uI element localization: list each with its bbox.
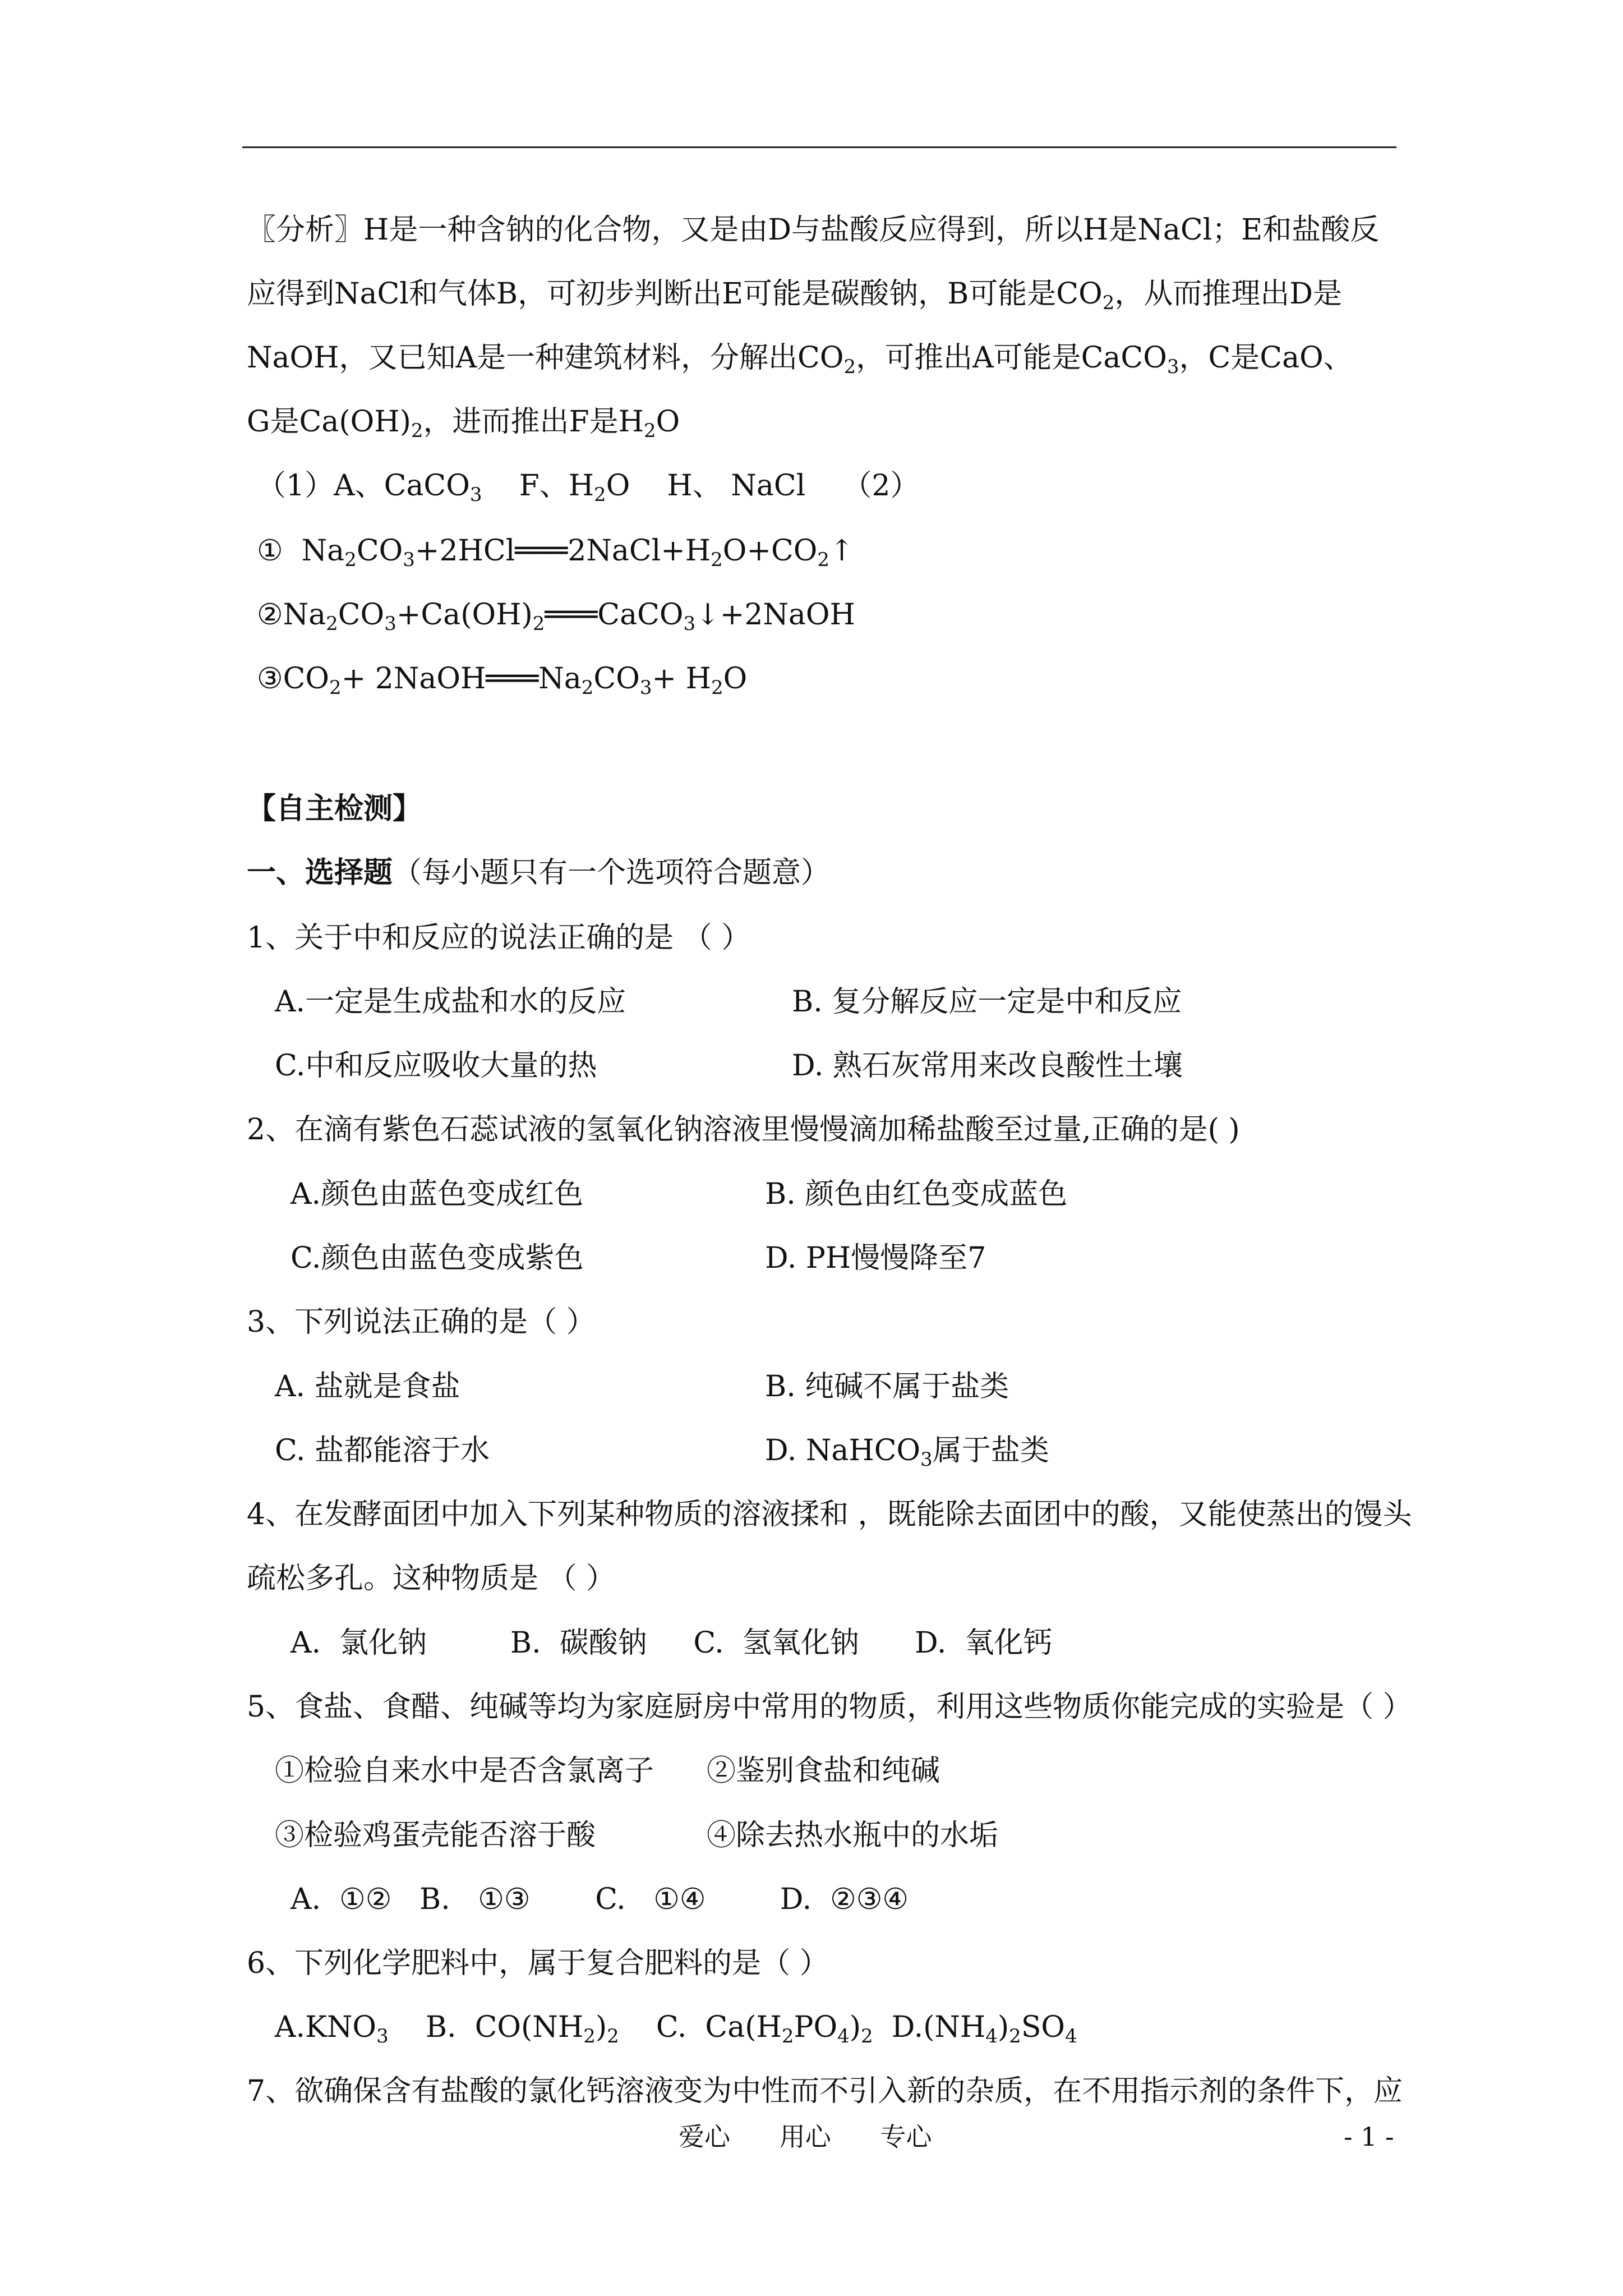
q5-options: A. ①② B. ①③ C. ①④ D. ②③④ — [291, 1883, 909, 1916]
analysis-line-3: NaOH，又已知A是一种建筑材料，分解出$CO_2$，可推出A可能是CaCO$_3$，C是CaO、 — [247, 341, 1353, 378]
analysis-line-2: 应得到NaCl和气体B，可初步判断出E可能是碳酸钠，B可能是$CO_2$，从而推理出D是 — [247, 277, 1343, 314]
q1-option-b: B. 复分解反应一定是中和反应 — [792, 985, 1182, 1019]
equation-2: $②Na_2CO_3+Ca(OH)_2═══CaCO_3↓+2NaOH$ — [257, 598, 855, 635]
q3-option-b: B. 纯碱不属于盐类 — [765, 1370, 1009, 1404]
q7-stem-line-1: 7、欲确保含有盐酸的氯化钙溶液变为中性而不引入新的杂质，在不用指示剂的条件下，应 — [247, 2074, 1403, 2108]
q4-stem-line-2: 疏松多孔。这种物质是 （ ） — [247, 1562, 616, 1595]
q2-option-c: C.颜色由蓝色变成紫色 — [291, 1241, 584, 1275]
page-number: - 1 - — [1344, 2122, 1394, 2152]
q2-option-b: B. 颜色由红色变成蓝色 — [765, 1177, 1068, 1211]
footer-motto: 爱心 用心 专心 — [679, 2122, 932, 2152]
q2-option-d: D. PH慢慢降至7 — [765, 1241, 986, 1275]
q2-option-a: A.颜色由蓝色变成红色 — [291, 1177, 584, 1211]
analysis-line-1: 〖分析〗H是一种含钠的化合物，又是由D与盐酸反应得到，所以H是NaCl；E和盐酸反 — [247, 213, 1380, 247]
q1-option-a: A.一定是生成盐和水的反应 — [275, 985, 626, 1019]
q5-item-4: ④除去热水瓶中的水垢 — [707, 1819, 999, 1852]
equation-3: $③CO_2+$ $2NaOH═══Na_2CO_3+ H_2O$ — [257, 662, 748, 699]
q1-option-c: C.中和反应吸收大量的热 — [275, 1049, 597, 1083]
q4-stem-line-1: 4、在发酵面团中加入下列某种物质的溶液揉和 ，既能除去面团中的酸，又能使蒸出的馒头 — [247, 1498, 1412, 1531]
q5-stem: 5、食盐、食醋、纯碱等均为家庭厨房中常用的物质，利用这些物质你能完成的实验是（ ） — [247, 1690, 1412, 1724]
q5-item-1: ①检验自来水中是否含氯离子 — [275, 1754, 654, 1788]
q6-stem: 6、下列化学肥料中，属于复合肥料的是（ ） — [247, 1947, 829, 1980]
q3-option-c: C. 盐都能溶于水 — [275, 1434, 490, 1467]
section-title: 【自主检测】 — [247, 792, 422, 826]
q6-options: $A.KNO_3$ B. $CO(NH_2)_2$ C. $Ca(H_2PO_4)_2$ $D.(NH_4)_2SO_4$ — [275, 2010, 1077, 2047]
q4-options: A. 氯化钠 B. 碳酸钠 C. 氢氧化钠 D. 氧化钙 — [291, 1626, 1053, 1660]
q2-stem: 2、在滴有紫色石蕊试液的氢氧化钠溶液里慢慢滴加稀盐酸至过量,正确的是( ) — [247, 1113, 1240, 1147]
analysis-line-4: G是$Ca(OH)_2$，进而推出F是$H_2O$ — [247, 405, 680, 442]
header-rule — [242, 146, 1396, 148]
q3-option-d: D. NaHCO$_3$属于盐类 — [765, 1434, 1049, 1471]
q5-item-2: ②鉴别食盐和纯碱 — [707, 1754, 940, 1788]
part-heading: 一、选择题（每小题只有一个选项符合题意） — [247, 855, 831, 890]
q3-stem: 3、下列说法正确的是（ ） — [247, 1305, 596, 1339]
equation-1: ① $Na_2CO_3+2HCl═══2NaCl+H_2O+CO_2↑$ — [257, 534, 854, 571]
q5-item-3: ③检验鸡蛋壳能否溶于酸 — [275, 1819, 596, 1852]
q1-option-d: D. 熟石灰常用来改良酸性土壤 — [792, 1049, 1183, 1083]
q1-stem: 1、关于中和反应的说法正确的是 （ ） — [247, 921, 751, 955]
q3-option-a: A. 盐就是食盐 — [275, 1370, 460, 1404]
answer-line-1: （1）A、CaCO$_3$ F、$H_2O$ H、 NaCl （2） — [257, 469, 920, 506]
